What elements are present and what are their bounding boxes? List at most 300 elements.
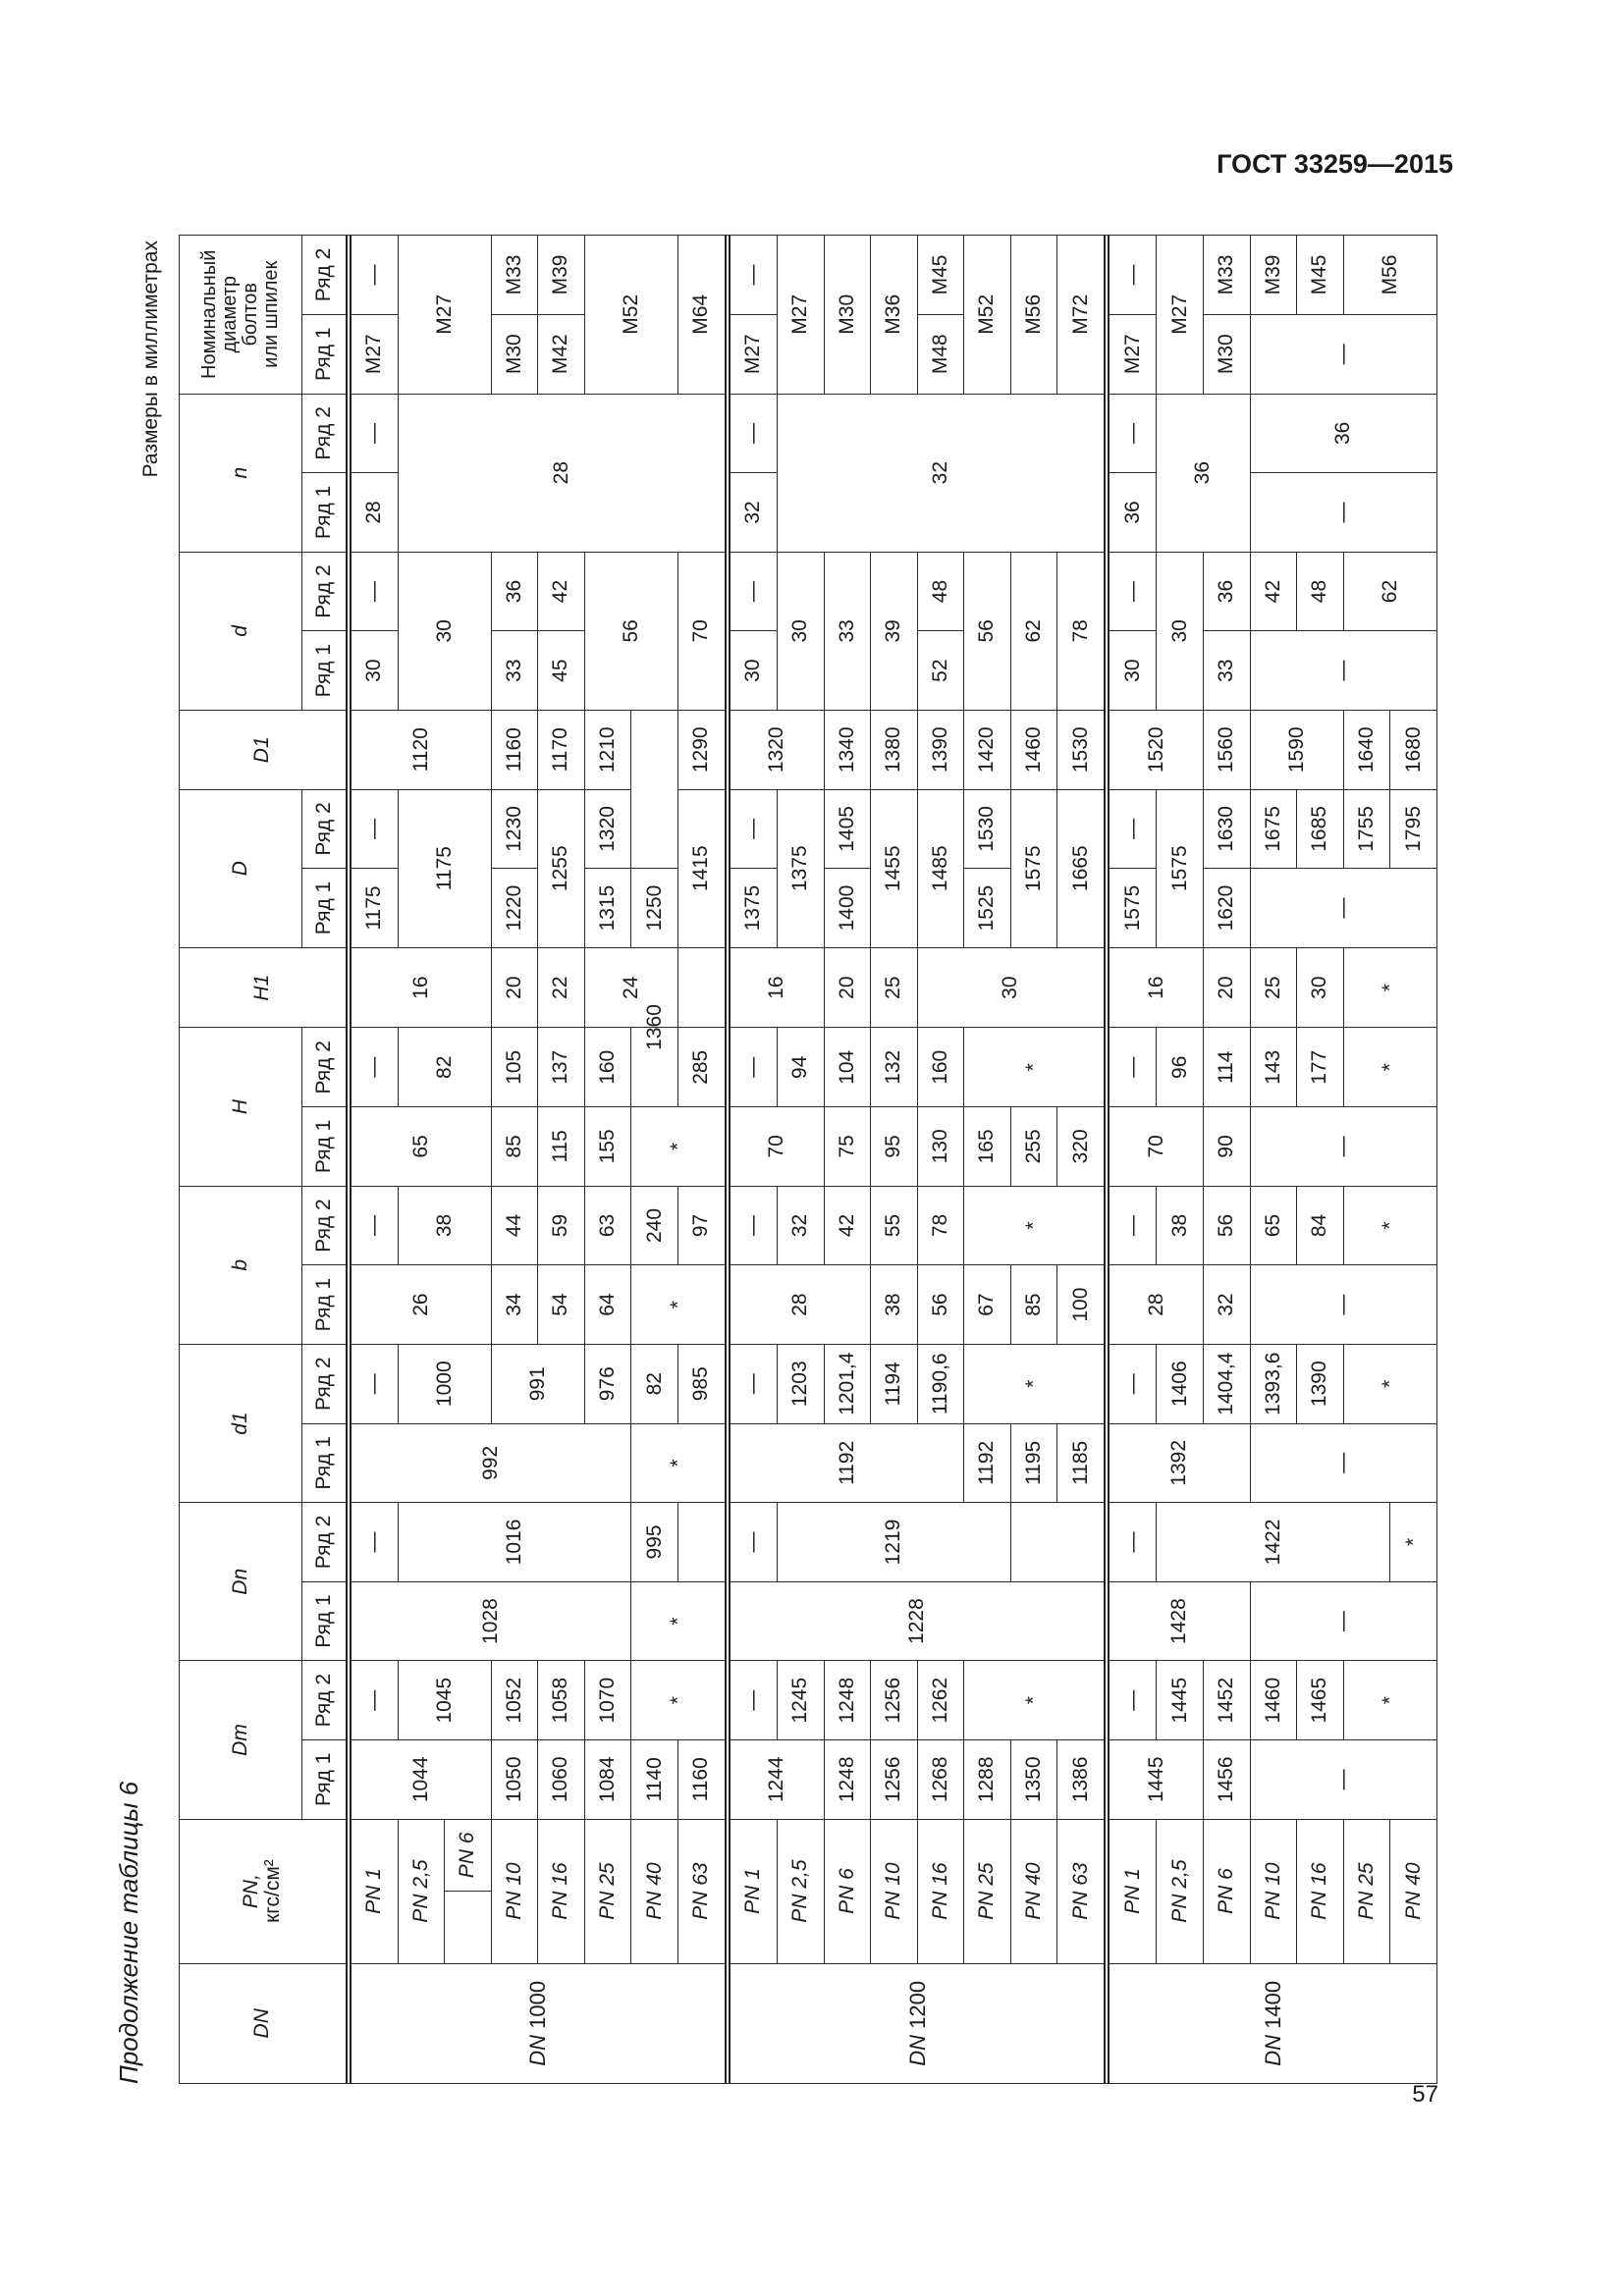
bolt-line-4: или шпилек <box>260 260 282 368</box>
table-cell: 62 <box>1343 552 1436 631</box>
subheader-row1: Ряд 1 <box>302 1423 347 1503</box>
table-cell: 1245 <box>778 1661 825 1740</box>
table-cell: 1620 <box>1204 869 1251 948</box>
table-cell: M27 <box>1109 314 1157 394</box>
table-cell: 1392 <box>1109 1423 1250 1503</box>
flange-dimensions-table <box>179 235 1437 2084</box>
table-cell: * <box>631 1107 726 1187</box>
subheader-row2: Ряд 2 <box>302 1186 347 1265</box>
table-cell: 143 <box>1250 1028 1297 1107</box>
table-cell: 65 <box>1250 1186 1297 1265</box>
table-cell: 320 <box>1057 1107 1106 1187</box>
pn-cell: PN 10 <box>1250 1819 1297 1963</box>
table-cell: — <box>730 1503 778 1582</box>
pn-cell: PN 25 <box>964 1819 1011 1963</box>
header-b: b <box>180 1186 302 1344</box>
table-cell: — <box>730 1661 778 1740</box>
table-cell: 48 <box>917 552 964 631</box>
table-cell: 1262 <box>917 1661 964 1740</box>
subheader-row1: Ряд 1 <box>302 869 347 948</box>
table-cell: 1175 <box>398 789 491 947</box>
table-cell: 1228 <box>730 1581 1105 1661</box>
table-cell: 115 <box>538 1107 585 1187</box>
table-cell: 65 <box>351 1107 492 1187</box>
table-cell: 36 <box>491 552 538 631</box>
pn-cell: PN 6 <box>1204 1819 1251 1963</box>
table-cell: 160 <box>584 1028 631 1107</box>
table-cell: 25 <box>871 947 918 1028</box>
pn-spacer <box>445 1892 492 1963</box>
table-cell: 30 <box>351 631 399 711</box>
table-cell: M45 <box>1297 236 1344 315</box>
table-cell: 1452 <box>1204 1661 1251 1740</box>
table-cell: — <box>1109 394 1157 473</box>
table-cell: — <box>351 236 399 315</box>
pn-cell: PN 16 <box>1297 1819 1344 1963</box>
table-cell: — <box>351 1186 399 1265</box>
table-cell: — <box>1250 869 1436 948</box>
table-cell: 1400 <box>824 869 871 948</box>
table-cell: 1288 <box>964 1740 1011 1820</box>
subheader-row1: Ряд 1 <box>302 1740 347 1820</box>
subheader-row1: Ряд 1 <box>302 1581 347 1661</box>
dn-cell: DN 1400 <box>1109 1963 1436 2083</box>
pn-cell: PN 6 <box>445 1819 492 1891</box>
table-cell: 105 <box>491 1028 538 1107</box>
header-d1: d1 <box>180 1344 302 1502</box>
table-cell: 16 <box>730 947 824 1028</box>
table-cell: 94 <box>778 1028 825 1107</box>
table-cell: 1350 <box>1010 1740 1057 1820</box>
table-cell: 1665 <box>1057 789 1106 947</box>
table-cell: 1530 <box>964 789 1011 869</box>
table-cell: 255 <box>1010 1107 1057 1187</box>
table-cell: — <box>730 1344 778 1423</box>
table-cell: 1406 <box>1157 1344 1204 1423</box>
table-cell: 85 <box>491 1107 538 1187</box>
table-cell: 1795 <box>1390 789 1437 869</box>
table-cell: 991 <box>491 1344 584 1423</box>
table-row <box>730 236 778 2084</box>
pn-cell: PN 10 <box>871 1819 918 1963</box>
table-cell: 54 <box>538 1265 585 1345</box>
table-cell: 33 <box>824 552 871 710</box>
table-cell: 30 <box>730 631 778 711</box>
header-Dn: Dn <box>180 1503 302 1661</box>
subheader-row1: Ряд 1 <box>302 1107 347 1187</box>
table-cell: 165 <box>964 1107 1011 1187</box>
table-cell: 30 <box>917 947 1105 1028</box>
header-pn <box>180 1819 347 1963</box>
table-cell: 20 <box>1204 947 1251 1028</box>
table-cell: 1268 <box>917 1740 964 1820</box>
table-cell: 45 <box>538 631 585 711</box>
table-cell: 1256 <box>871 1661 918 1740</box>
table-cell: 1456 <box>1204 1740 1251 1820</box>
table-cell: 177 <box>1297 1028 1344 1107</box>
subheader-row2: Ряд 2 <box>302 789 347 869</box>
table-cell: M42 <box>538 314 585 394</box>
table-cell: 30 <box>398 552 491 710</box>
table-cell: 1256 <box>871 1740 918 1820</box>
table-cell: 1685 <box>1297 789 1344 869</box>
subheader-row2: Ряд 2 <box>302 1661 347 1740</box>
table-cell: 33 <box>491 631 538 711</box>
pn-cell: PN 25 <box>584 1819 631 1963</box>
table-cell: 1185 <box>1057 1423 1106 1503</box>
pn-cell: PN 40 <box>1010 1819 1057 1963</box>
table-cell: 42 <box>824 1186 871 1265</box>
table-cell: M27 <box>398 236 491 395</box>
table-cell: M27 <box>778 236 825 395</box>
table-cell: 1201,4 <box>824 1344 871 1423</box>
table-cell: 995 <box>631 1503 678 1582</box>
table-cell: 1320 <box>730 710 824 789</box>
bolt-line-3: болтов <box>240 283 261 347</box>
table-caption: Продолжение таблицы 6 <box>114 1781 143 2084</box>
table-cell: 1244 <box>730 1740 824 1820</box>
table-cell: 1420 <box>964 710 1011 789</box>
table-cell: 1192 <box>964 1423 1011 1503</box>
pn-cell: PN 2,5 <box>1157 1819 1204 1963</box>
table-cell: 1525 <box>964 869 1011 948</box>
table-cell: 36 <box>1109 473 1157 553</box>
header-n: n <box>180 394 302 552</box>
page-number: 57 <box>1412 2081 1438 2108</box>
subheader-row2: Ряд 2 <box>302 552 347 631</box>
table-cell: 70 <box>1109 1107 1203 1187</box>
table-cell: 1170 <box>538 710 585 789</box>
table-cell: 1050 <box>491 1740 538 1820</box>
table-cell: 95 <box>871 1107 918 1187</box>
table-cell: 1203 <box>778 1344 825 1423</box>
pn-cell: PN 2,5 <box>398 1819 445 1963</box>
pn-cell: PN 16 <box>538 1819 585 1963</box>
table-cell: 976 <box>584 1344 631 1423</box>
table-cell: — <box>351 1028 399 1107</box>
table-cell: 1175 <box>351 869 399 948</box>
pn-cell: PN 1 <box>730 1819 778 1963</box>
dn-cell: DN 1000 <box>351 1963 726 2083</box>
table-cell: 1255 <box>538 789 585 947</box>
table-cell: M39 <box>538 236 585 315</box>
header-pn-label: PN, <box>240 1874 263 1909</box>
table-cell: 1160 <box>491 710 538 789</box>
table-cell: 1465 <box>1297 1661 1344 1740</box>
table-cell: 30 <box>1109 631 1157 711</box>
table-cell: 1140 <box>631 1740 678 1820</box>
table-cell: * <box>631 1423 726 1503</box>
table-cell: 1248 <box>824 1661 871 1740</box>
table-cell: 96 <box>1157 1028 1204 1107</box>
table-cell: 75 <box>824 1107 871 1187</box>
table-cell: M36 <box>871 236 918 395</box>
document-standard-header: ГОСТ 33259—2015 <box>1217 149 1453 179</box>
table-cell: 39 <box>871 552 918 710</box>
table-cell: M64 <box>677 236 726 395</box>
pn-cell: PN 1 <box>1109 1819 1157 1963</box>
table-cell: 56 <box>1204 1186 1251 1265</box>
table-cell: 1675 <box>1250 789 1297 869</box>
table-cell: 1405 <box>824 789 871 869</box>
table-cell: 1028 <box>351 1581 631 1661</box>
table-cell: 1380 <box>871 710 918 789</box>
units-note: Размеры в миллиметрах <box>139 240 162 478</box>
table-cell: 30 <box>778 552 825 710</box>
table-cell: * <box>1343 1028 1436 1107</box>
table-cell: 26 <box>351 1265 492 1345</box>
table-cell: 82 <box>631 1344 678 1423</box>
header-d: d <box>180 552 302 710</box>
table-cell: M27 <box>1157 236 1204 395</box>
table-cell: 1250 <box>631 869 678 948</box>
table-cell: * <box>1343 1186 1436 1265</box>
table-cell: 1060 <box>538 1740 585 1820</box>
table-cell: 1575 <box>1010 789 1057 947</box>
pn-cell: PN 6 <box>824 1819 871 1963</box>
table-row <box>1250 236 1297 2084</box>
table-cell: — <box>730 1028 778 1107</box>
table-cell: 16 <box>351 947 492 1028</box>
table-cell: 1190,6 <box>917 1344 964 1423</box>
table-cell: — <box>1250 314 1436 394</box>
table-cell: 28 <box>398 394 726 552</box>
subheader-row2: Ряд 2 <box>302 1344 347 1423</box>
table-cell: 59 <box>538 1186 585 1265</box>
table-cell: 1340 <box>824 710 871 789</box>
subheader-row2: Ряд 2 <box>302 394 347 473</box>
table-row <box>1109 236 1157 2084</box>
table-cell: 55 <box>871 1186 918 1265</box>
table-cell: — <box>730 394 778 473</box>
table-cell: 64 <box>584 1265 631 1345</box>
table-cell: 1360 <box>631 947 678 1106</box>
pn-cell: PN 2,5 <box>778 1819 825 1963</box>
subheader-row1: Ряд 1 <box>302 631 347 711</box>
table-cell: M39 <box>1250 236 1297 315</box>
table-cell: 1248 <box>824 1740 871 1820</box>
table-cell <box>1010 1503 1105 1582</box>
subheader-row1: Ряд 1 <box>302 1265 347 1345</box>
table-cell: 28 <box>351 473 399 553</box>
table-cell: — <box>1250 1107 1436 1187</box>
table-cell: 160 <box>917 1028 964 1107</box>
table-cell: 1575 <box>1157 789 1204 947</box>
table-cell: 1455 <box>871 789 918 947</box>
table-cell: 30 <box>1297 947 1344 1028</box>
table-cell: 1290 <box>677 710 726 789</box>
table-cell: M27 <box>351 314 399 394</box>
table-cell: 90 <box>1204 1107 1251 1187</box>
table-cell: * <box>1343 1344 1436 1423</box>
table-cell: 1393,6 <box>1250 1344 1297 1423</box>
table-cell: 1404,4 <box>1204 1344 1251 1423</box>
table-cell: 30 <box>1157 552 1204 710</box>
table-cell: 1375 <box>778 789 825 947</box>
table-cell: 32 <box>778 394 1106 552</box>
table-cell: — <box>1109 1028 1157 1107</box>
table-cell: M52 <box>964 236 1011 395</box>
table-cell: 70 <box>730 1107 824 1187</box>
table-cell: — <box>351 1661 399 1740</box>
table-cell: 155 <box>584 1107 631 1187</box>
table-cell: M48 <box>917 314 964 394</box>
table-cell: 44 <box>491 1186 538 1265</box>
table-cell: 34 <box>491 1265 538 1345</box>
table-cell: 38 <box>1157 1186 1204 1265</box>
table-cell: 22 <box>538 947 585 1028</box>
table-cell: — <box>1250 1423 1436 1503</box>
table-cell: 63 <box>584 1186 631 1265</box>
table-cell: 56 <box>964 552 1011 710</box>
table-cell: 285 <box>677 1028 726 1107</box>
table-cell: — <box>730 1186 778 1265</box>
table-cell: 36 <box>1250 394 1436 473</box>
header-bolt-diameter <box>180 236 302 395</box>
table-cell: * <box>631 1581 726 1661</box>
table-cell: 38 <box>871 1265 918 1345</box>
table-cell: 1485 <box>917 789 964 947</box>
table-cell: 1445 <box>1109 1740 1203 1820</box>
table-cell: 28 <box>730 1265 871 1345</box>
pn-cell: PN 16 <box>917 1819 964 1963</box>
table-cell: — <box>1250 473 1436 553</box>
table-cell <box>677 947 726 1028</box>
table-cell: — <box>1250 1265 1436 1345</box>
table-cell: 36 <box>1157 394 1250 552</box>
table-cell: 52 <box>917 631 964 711</box>
table-cell: 1520 <box>1109 710 1203 789</box>
table-cell: — <box>351 394 399 473</box>
table-cell: * <box>964 1028 1106 1107</box>
table-cell: 56 <box>917 1265 964 1345</box>
table-cell: 28 <box>1109 1265 1203 1345</box>
table-cell: — <box>730 552 778 631</box>
table-cell: 38 <box>398 1186 491 1265</box>
table-cell: 1194 <box>871 1344 918 1423</box>
table-cell: 1320 <box>584 789 631 869</box>
table-cell: M30 <box>824 236 871 395</box>
table-cell: — <box>1109 1661 1157 1740</box>
table-cell: — <box>351 1503 399 1582</box>
table-cell: 1630 <box>1204 789 1251 869</box>
header-Dm: Dm <box>180 1661 302 1819</box>
table-cell: — <box>351 552 399 631</box>
table-cell: 78 <box>917 1186 964 1265</box>
table-cell: 1755 <box>1343 789 1390 869</box>
bolt-line-1: Номинальный <box>198 249 220 379</box>
table-cell: — <box>730 236 778 315</box>
table-cell: 78 <box>1057 552 1106 710</box>
table-cell: 32 <box>1204 1265 1251 1345</box>
table-cell: M33 <box>491 236 538 315</box>
table-cell: 1560 <box>1204 710 1251 789</box>
table-cell: M72 <box>1057 236 1106 395</box>
table-cell: 104 <box>824 1028 871 1107</box>
table-cell: 36 <box>1204 552 1251 631</box>
pn-cell: PN 63 <box>677 1819 726 1963</box>
table-cell: 67 <box>964 1265 1011 1345</box>
table-cell: * <box>964 1661 1106 1740</box>
table-cell: * <box>631 1661 726 1740</box>
header-H: H <box>180 1028 302 1186</box>
pn-cell: PN 40 <box>1390 1819 1437 1963</box>
table-cell: 1044 <box>351 1740 492 1820</box>
table-cell: 1120 <box>351 710 492 789</box>
subheader-row2: Ряд 2 <box>302 1503 347 1582</box>
table-cell: — <box>1109 1186 1157 1265</box>
table-row <box>351 236 399 2084</box>
table-cell: — <box>1109 552 1157 631</box>
table-cell: * <box>964 1186 1106 1265</box>
table-cell: 100 <box>1057 1265 1106 1345</box>
table-cell: 992 <box>351 1423 631 1503</box>
table-cell: 1375 <box>730 869 778 948</box>
table-cell: — <box>1109 1344 1157 1423</box>
table-cell: — <box>1109 236 1157 315</box>
subheader-row2: Ряд 2 <box>302 236 347 315</box>
table-cell: 42 <box>538 552 585 631</box>
table-cell: 1390 <box>917 710 964 789</box>
table-cell: 1230 <box>491 789 538 869</box>
header-dn: DN <box>180 1963 347 2083</box>
table-cell: 114 <box>1204 1028 1251 1107</box>
table-cell: M30 <box>1204 314 1251 394</box>
pn-cell: PN 40 <box>631 1819 678 1963</box>
pn-cell: PN 10 <box>491 1819 538 1963</box>
table-cell: 1220 <box>491 869 538 948</box>
table-cell: M56 <box>1343 236 1436 315</box>
table-cell: 130 <box>917 1107 964 1187</box>
table-cell: 1415 <box>677 789 726 947</box>
pn-cell: PN 1 <box>351 1819 399 1963</box>
pn-cell: PN 63 <box>1057 1819 1106 1963</box>
table-cell: — <box>351 789 399 869</box>
subheader-row2: Ряд 2 <box>302 1028 347 1107</box>
rotated-table-page <box>114 235 1437 2084</box>
table-cell: 16 <box>1109 947 1203 1028</box>
table-cell: 48 <box>1297 552 1344 631</box>
table-cell: 84 <box>1297 1186 1344 1265</box>
header-D: D <box>180 789 302 947</box>
table-cell: 24 <box>584 947 677 1028</box>
table-cell: 137 <box>538 1028 585 1107</box>
table-cell: M33 <box>1204 236 1251 315</box>
table-cell: M30 <box>491 314 538 394</box>
table-cell: 42 <box>1250 552 1297 631</box>
table-cell: — <box>1250 631 1436 711</box>
table-cell: 1530 <box>1057 710 1106 789</box>
table-cell: 1680 <box>1390 710 1437 789</box>
table-cell: 1422 <box>1157 1503 1390 1582</box>
table-cell: 25 <box>1250 947 1297 1028</box>
subheader-row1: Ряд 1 <box>302 314 347 394</box>
table-cell: 1386 <box>1057 1740 1106 1820</box>
subheader-row1: Ряд 1 <box>302 473 347 553</box>
table-cell: M52 <box>584 236 677 395</box>
table-cell: 1315 <box>584 869 631 948</box>
table-cell: 985 <box>677 1344 726 1423</box>
table-cell: 1160 <box>677 1740 726 1820</box>
table-cell: — <box>1109 789 1157 869</box>
table-cell: 82 <box>398 1028 491 1107</box>
table-cell: 1428 <box>1109 1581 1250 1661</box>
table-cell: 1210 <box>584 710 631 789</box>
header-pn-unit: кгс/см² <box>261 1859 285 1923</box>
table-cell: — <box>730 789 778 869</box>
table-cell: 240 <box>631 1186 678 1265</box>
header-D1: D1 <box>180 710 347 789</box>
